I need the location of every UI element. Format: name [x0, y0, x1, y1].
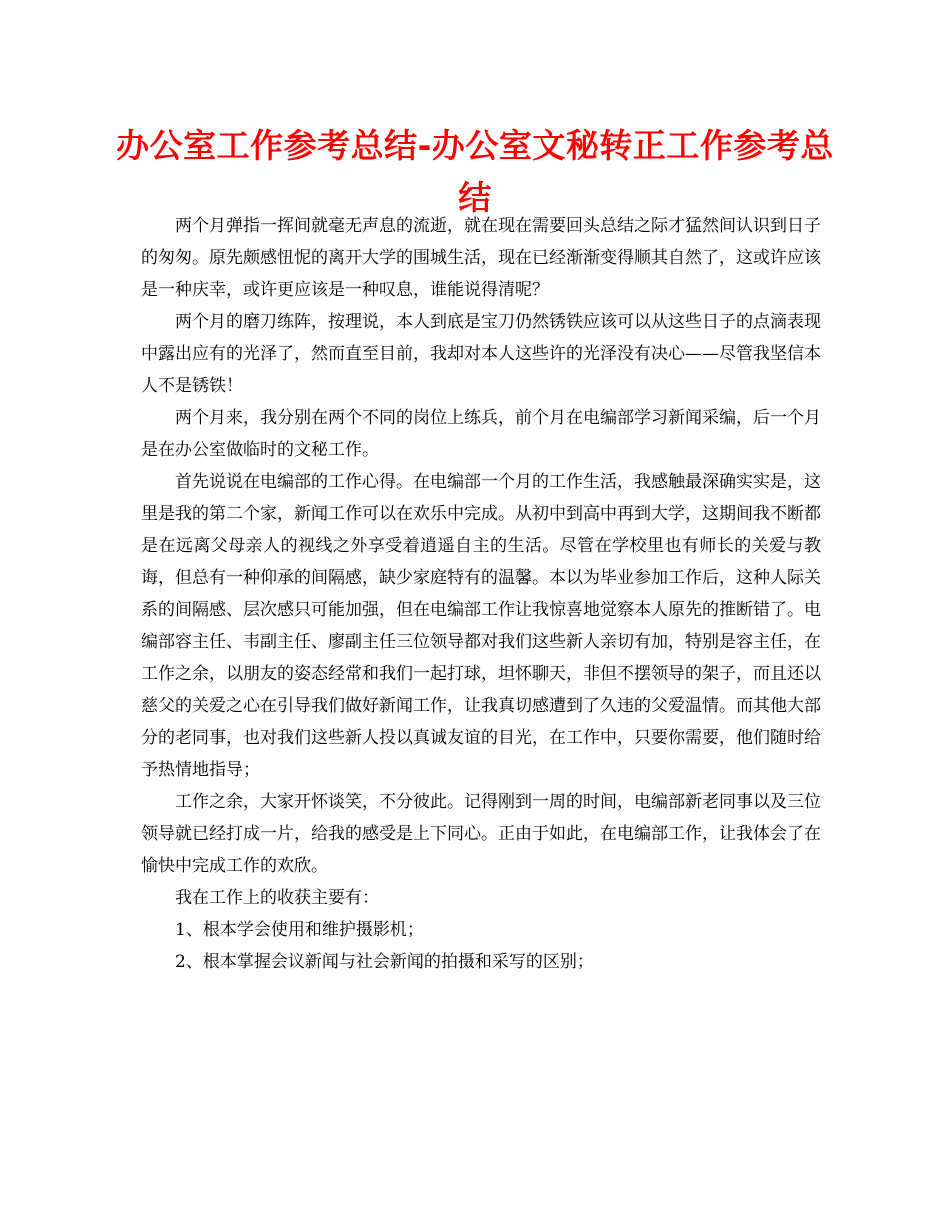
list-item: 2、根本掌握会议新闻与社会新闻的拍摄和采写的区别；: [175, 952, 594, 972]
paragraph: 两个月来，我分别在两个不同的岗位上练兵，前个月在电编部学习新闻采编，后一个月是在办公室做临时的文秘工作。: [141, 408, 821, 460]
list-item: 1、根本学会使用和维护摄影机；: [175, 920, 424, 940]
document-body: [141, 210, 821, 978]
document-title: 办公室工作参考总结-办公室文秘转正工作参考总结: [116, 126, 834, 217]
paragraph: 两个月弹指一挥间就毫无声息的流逝，就在现在需要回头总结之际才猛然间认识到日子的匆匆。原先颇感忸怩的离开大学的围城生活，现在已经渐渐变得顺其自然了，这或许应该是一种庆幸，或许更应该是一种叹息，谁能说得清呢？: [141, 216, 821, 300]
paragraph: 首先说说在电编部的工作心得。在电编部一个月的工作生活，我感触最深确实实是，这里是我的第二个家，新闻工作可以在欢乐中完成。从初中到高中再到大学，这期间我不断都是在远离父母亲人的视线之外享受着逍遥自主的生活。尽管在学校里也有师长的关爱与教诲，但总有一种仰承的间隔感，缺少家庭特有的温馨。本以为毕业参加工作后，这种人际关系的间隔感、层次感只可能加强，但在电编部工作让我惊喜地觉察本人原先的推断错了。电编部容主任、韦副主任、廖副主任三位领导都对我们这些新人亲切有加，特别是容主任，在工作之余，以朋友的姿态经常和我们一起打球，坦怀聊天，非但不摆领导的架子，而且还以慈父的关爱之心在引导我们做好新闻工作，让我真切感遭到了久违的父爱温情。而其他大部分的老同事，也对我们这些新人投以真诚友谊的目光，在工作中，只要你需要，他们随时给予热情地指导；: [141, 472, 821, 780]
paragraph: 我在工作上的收获主要有：: [175, 888, 379, 908]
paragraph: 两个月的磨刀练阵，按理说，本人到底是宝刀仍然锈铁应该可以从这些日子的点滴表现中露出应有的光泽了，然而直至目前，我却对本人这些许的光泽没有决心——尽管我坚信本人不是锈铁！: [141, 312, 821, 396]
paragraph: 工作之余，大家开怀谈笑，不分彼此。记得刚到一周的时间，电编部新老同事以及三位领导就已经打成一片，给我的感受是上下同心。正由于如此，在电编部工作，让我体会了在愉快中完成工作的欢欣。: [141, 792, 821, 876]
